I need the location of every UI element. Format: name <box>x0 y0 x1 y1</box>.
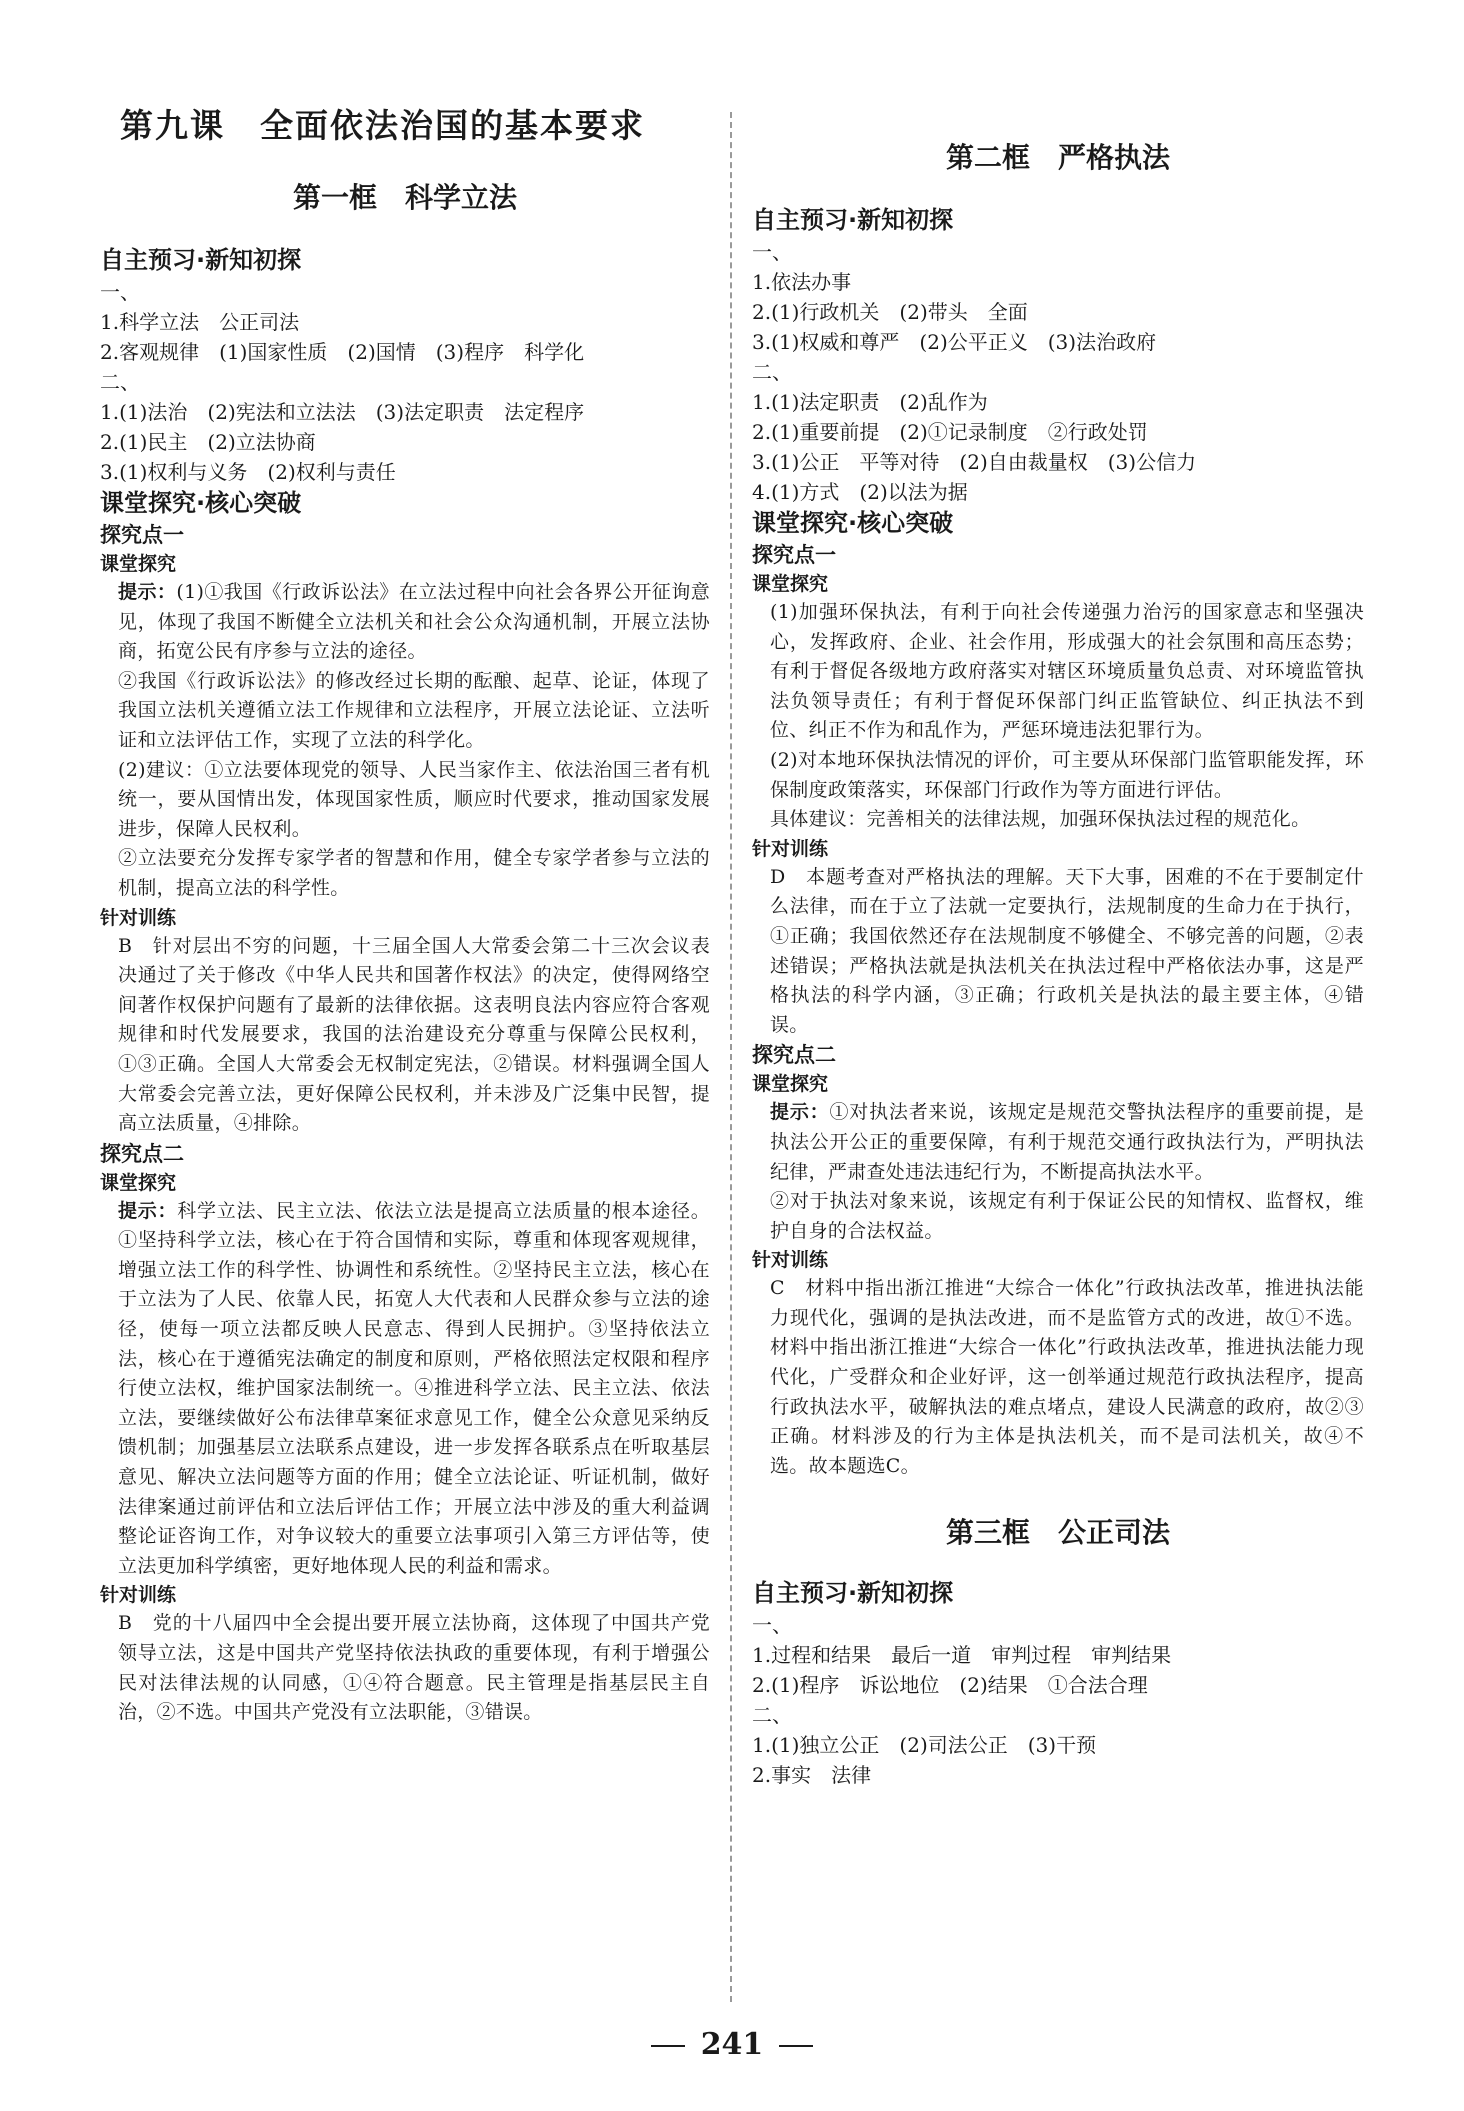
paragraph-text: D 本题考查对严格执法的理解。天下大事，困难的不在于要制定什么法律，而在于立了法就一定要执行，法规制度的生命力在于执行，①正确；我国依然还存在法规制度不够健全、不够完善的问题，②表述错误；严格执法就是执法机关在执法过程中严格依法办事，这是严格执法的科学内涵，③正确；行政机关是执法的最主要主体，④错误。 <box>770 865 1364 1036</box>
paragraph <box>118 932 710 1139</box>
frame-title-2: 第二框 严格执法 <box>945 141 1170 174</box>
paragraph <box>118 844 710 903</box>
answer-line: 3.(1)公正 平等对待 (2)自由裁量权 (3)公信力 <box>752 450 1197 474</box>
paragraph-lead: 提示： <box>118 581 177 603</box>
section-heading: 课堂探究·核心突破 <box>100 489 302 517</box>
answer-line: 2.事实 法律 <box>752 1763 872 1788</box>
paragraph <box>118 1197 710 1582</box>
paragraph-text: 科学立法、民主立法、依法立法是提高立法质量的根本途径。①坚持科学立法，核心在于符合国情和实际，尊重和体现客观规律，增强立法工作的科学性、协调性和系统性。②坚持民主立法，核心在于立法为了人民、依靠人民，拓宽人大代表和人民群众参与立法的途径，使每一项立法都反映人民意志、得到人民拥护。③坚持依法立法，核心在于遵循宪法确定的制度和原则，严格依照法定权限和程序行使立法权，维护国家法制统一。④推进科学立法、民主立法、依法立法，要继续做好公布法律草案征求意见工作，健全公众意见采纳反馈机制；加强基层立法联系点建设，进一步发挥各联系点在听取基层意见、解决立法问题等方面的作用；健全立法论证、听证机制，做好法律案通过前评估和立法后评估工作；开展立法中涉及的重大利益调整论证咨询工作，对争议较大的重要立法事项引入第三方评估等，使立法更加科学缜密，更好地体现人民的利益和需求。 <box>118 1199 710 1577</box>
paragraph-text: ②立法要充分发挥专家学者的智慧和作用，健全专家学者参与立法的机制，提高立法的科学性。 <box>118 847 710 899</box>
answer-line: 2.(1)行政机关 (2)带头 全面 <box>752 300 1028 324</box>
right-column <box>752 122 1364 1790</box>
paragraph <box>770 1098 1364 1187</box>
paragraph-text: (2)建议：①立法要体现党的领导、人民当家作主、依法治国三者有机统一，要从国情出发，体现国家性质，顺应时代要求，推动国家发展进步，保障人民权利。 <box>118 758 710 840</box>
sub-heading: 课堂探究 <box>100 1171 177 1194</box>
answer-line: 2.(1)民主 (2)立法协商 <box>100 430 316 454</box>
paragraph-text: ①对执法者来说，该规定是规范交警执法程序的重要前提，是执法公开公正的重要保障，有利于规范交通行政执法行为，严明执法纪律，严肃查处违法违纪行为，不断提高执法水平。 <box>770 1101 1364 1183</box>
right-body-3 <box>752 1577 1364 1790</box>
paragraph-text: B 针对层出不穷的问题，十三届全国人大常委会第二十三次会议表决通过了关于修改《中华人民共和国著作权法》的决定，使得网络空间著作权保护问题有了最新的法律依据。这表明良法内容应符合客观规律和时代发展要求，我国的法治建设充分尊重与保障公民权利，①③正确。全国人大常委会无权制定宪法，②错误。材料强调全国人大常委会完善立法，更好保障公民权利，并未涉及广泛集中民智，提高立法质量，④排除。 <box>118 934 710 1135</box>
answer-line: 4.(1)方式 (2)以法为据 <box>752 480 968 504</box>
section-heading: 课堂探究·核心突破 <box>752 509 954 537</box>
paragraph <box>770 863 1364 1041</box>
sub-heading: 探究点一 <box>100 523 184 547</box>
paragraph-text: ②我国《行政诉讼法》的修改经过长期的酝酿、起草、论证，体现了我国立法机关遵循立法工作规律和立法程序，开展立法论证、立法听证和立法评估工作，实现了立法的科学化。 <box>118 669 710 751</box>
lesson-title: 第九课 全面依法治国的基本要求 <box>120 106 645 145</box>
section-heading: 自主预习·新知初探 <box>752 1579 954 1608</box>
page-number-text: 241 <box>700 2027 764 2062</box>
page-dash-left <box>651 2045 685 2047</box>
frame-title-3: 第三框 公正司法 <box>945 1516 1170 1550</box>
paragraph-text: (1)①我国《行政诉讼法》在立法过程中向社会各界公开征询意见，体现了我国不断健全立法机关和社会公众沟通机制，开展立法协商，拓宽公民有序参与立法的途径。 <box>118 581 710 663</box>
answer-line: 2.(1)程序 诉讼地位 (2)结果 ①合法合理 <box>752 1673 1148 1698</box>
sub-heading: 课堂探究 <box>100 553 177 575</box>
page-dash-right <box>779 2045 813 2047</box>
answer-line: 二、 <box>752 1703 792 1728</box>
sub-heading: 针对训练 <box>752 837 829 860</box>
answer-line: 二、 <box>752 360 792 384</box>
answer-line: 一、 <box>752 240 792 264</box>
answer-line: 一、 <box>100 280 140 304</box>
paragraph <box>770 1187 1364 1246</box>
frame-title-1: 第一框 科学立法 <box>292 181 517 214</box>
paragraph-text: ②对于执法对象来说，该规定有利于保证公民的知情权、监督权，维护自身的合法权益。 <box>770 1190 1364 1242</box>
sub-heading: 课堂探究 <box>752 573 829 595</box>
left-column <box>100 168 710 1728</box>
sub-heading: 针对训练 <box>100 1584 177 1607</box>
paragraph <box>118 756 710 845</box>
answer-line: 1.(1)法治 (2)宪法和立法法 (3)法定职责 法定程序 <box>100 400 585 424</box>
answer-line: 1.依法办事 <box>752 270 852 294</box>
paragraph-text: (2)对本地环保执法情况的评价，可主要从环保部门监管职能发挥，环保制度政策落实，环保部门行政作为等方面进行评估。 <box>770 748 1364 801</box>
answer-line: 3.(1)权利与义务 (2)权利与责任 <box>100 460 396 484</box>
sub-heading: 针对训练 <box>752 1249 829 1272</box>
paragraph <box>118 667 710 756</box>
page-number <box>0 2027 1464 2062</box>
paragraph <box>770 598 1364 746</box>
sub-heading: 针对训练 <box>100 906 177 929</box>
paragraph-lead: 提示： <box>118 1199 178 1222</box>
answer-line: 一、 <box>752 1613 792 1638</box>
answer-line: 2.客观规律 (1)国家性质 (2)国情 (3)程序 科学化 <box>100 340 585 364</box>
section-heading: 自主预习·新知初探 <box>752 206 954 234</box>
paragraph-lead: 提示： <box>770 1101 830 1124</box>
paragraph <box>770 746 1364 805</box>
paragraph <box>118 1609 710 1727</box>
sub-heading: 探究点二 <box>752 1043 836 1068</box>
answer-line: 1.科学立法 公正司法 <box>100 310 300 334</box>
paragraph <box>770 805 1364 835</box>
paragraph-text: 具体建议：完善相关的法律法规，加强环保执法过程的规范化。 <box>770 808 1311 831</box>
section-heading: 自主预习·新知初探 <box>100 246 302 274</box>
sub-heading: 探究点一 <box>752 543 836 567</box>
answer-line: 1.(1)独立公正 (2)司法公正 (3)干预 <box>752 1733 1097 1758</box>
paragraph-text: (1)加强环保执法，有利于向社会传递强力治污的国家意志和坚强决心，发挥政府、企业、社会作用，形成强大的社会氛围和高压态势；有利于督促各级地方政府落实对辖区环境质量负总责、对环境监管执法负领导责任；有利于督促环保部门纠正监管缺位、纠正执法不到位、纠正不作为和乱作为，严惩环境违法犯罪行为。 <box>770 601 1364 742</box>
left-body <box>100 244 710 1728</box>
sub-heading: 探究点二 <box>100 1141 184 1166</box>
column-divider <box>730 112 732 2002</box>
answer-line: 1.(1)法定职责 (2)乱作为 <box>752 390 988 414</box>
paragraph-text: B 党的十八届四中全会提出要开展立法协商，这体现了中国共产党领导立法，这是中国共产党坚持依法执政的重要体现，有利于增强公民对法律法规的认同感，①④符合题意。民主管理是指基层民主自治，②不选。中国共产党没有立法职能，③错误。 <box>118 1612 710 1724</box>
answer-line: 二、 <box>100 370 140 394</box>
answer-line: 3.(1)权威和尊严 (2)公平正义 (3)法治政府 <box>752 330 1157 354</box>
paragraph-text: C 材料中指出浙江推进“大综合一体化”行政执法改革，推进执法能力现代化，强调的是执法改进，而不是监管方式的改进，故①不选。材料中指出浙江推进“大综合一体化”行政执法改革，推进执法能力现代化，广受群众和企业好评，这一创举通过规范行政执法程序，提高行政执法水平，破解执法的难点堵点，建设人民满意的政府，故②③正确。材料涉及的行为主体是执法机关，而不是司法机关，故④不选。故本题选C。 <box>770 1277 1364 1477</box>
sub-heading: 课堂探究 <box>752 1073 829 1096</box>
paragraph <box>118 578 710 667</box>
answer-line: 1.过程和结果 最后一道 审判过程 审判结果 <box>752 1643 1172 1668</box>
answer-line: 2.(1)重要前提 (2)①记录制度 ②行政处罚 <box>752 420 1148 444</box>
right-body <box>752 204 1364 1481</box>
paragraph <box>770 1274 1364 1481</box>
